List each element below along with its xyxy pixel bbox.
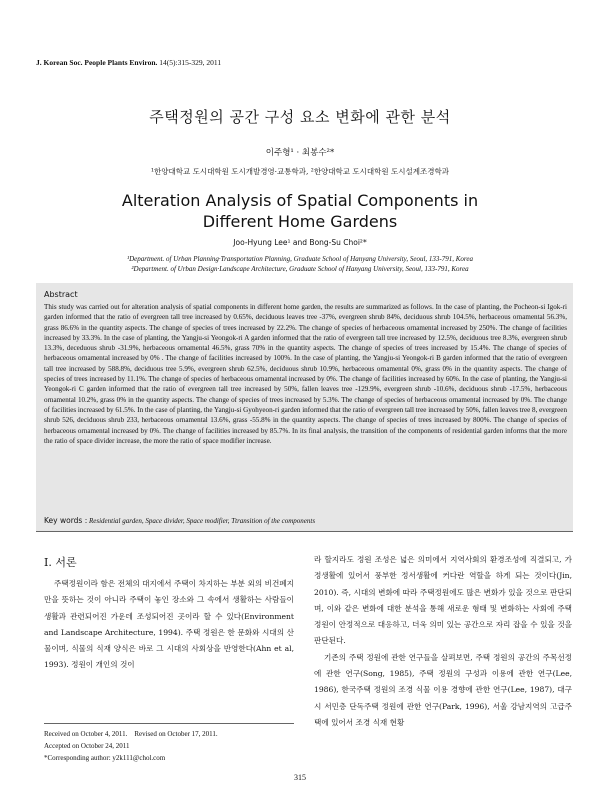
footnote-accepted: Accepted on October 24, 2011 (44, 742, 130, 750)
section-divider (36, 531, 573, 532)
english-affiliation-1: ¹Department. of Urban Planning·Transportation Planning, Graduate School of Hanyang University, Seoul, 133-791, Korea (127, 255, 473, 263)
footnote-received: Received on October 4, 2011. Revised on October 17, 2011. (44, 730, 218, 738)
section-heading: Ⅰ. 서론 (44, 556, 77, 569)
keywords-text: Residential garden, Space divider, Space modifier, Ttransition of the components (89, 517, 316, 525)
abstract-text: This study was carried out for alteration analysis of spatial components in different home garden, the results are summarized as follows. In the case of planting, the Pocheon-si Igok-ri garden informed that the ratio of evergreen tall tree increased by 0.65%, deciduous leaves tree -37%, evergreen shrub 84%, deciduous shrub 104.5%, herbaceous ornamental 56.3%, grass 86.6% in the quantity aspects. The change of species of trees increased by 22.2%. The change of species of herbaceous ornamental increased by 250%. The change of facilities increased by 33.3%. In the case of planting, the Yangju-si Yeongok-ri A garden informed that the ratio of evergreen tall tree increased by 12.5%, deciduous tree 8.3%, evergreen shrub 13.3%, deceduous shrub -31.9%, herbaceous ornamental 46.5%, grass 70% in the quantity aspects. The change of species of trees increased by 15.4%. The change of species of herbaceous ornamental increased by 0% . The change of facilities increased by 100%. In the case of planting, the Yangju-si Yeongok-ri B garden informed that the ratio of evergreen tall tree increased by 588.8%, deciduous tree 5.9%, evergreen shrub 62.5%, deciduous shrub 10.9%, herbaceous ornamental 0%, grass 0% in the quantity aspects. The change of species of trees increased by 11.1%. The change of species of herbaceous ornamental increased by 0%. The change of facilities increased by 60%. In the case of planting, the Yangju-si Yeongok-ri C garden informed that the ratio of evergreen tall tree increased by 50%, fallen leaves tree -129.9%, evergreen shrub -10.6%, deciduous shrub -17.5%, herbaceous ornamental 10.2%, grass 0% in the quantity aspects. The change of species of trees increased by 5.3%. The change of species of herbaceous ornamental increased by 0%. The change of facilities increased by 61.5%. In the case of planting, the Yangju-si Gyohyeon-ri garden informed that the ratio of evergreen tall tree increased by 50%, fallen leaves tree 8, evergreen shrub 526, deciduous shrub 233, herbaceous ornamental 13.6%, grass -55.8% in the quantity aspects. The change of species of trees increased by 800%. The change of species of herbaceous ornamental increased by 0%. The change of facilities increased by 85.7%. In its final analysis, the transition of the components of residential garden informs that the more the ratio of space divider increase, the more the ratio of space modifier increase. (44, 303, 567, 445)
korean-affiliation: ¹한양대학교 도시대학원 도시개발경영·교통학과, ²한양대학교 도시대학원 도시설계조경학과 (150, 167, 449, 176)
journal-issue: 14(5):315-329, 2011 (159, 58, 222, 67)
body-left-column: 주택정원이라 함은 전체의 대지에서 주택이 차지하는 부분 외의 비건폐지 만을 뜻하는 것이 아니라 주택이 놓인 장소와 그 속에서 생활하는 사람들이 생활과 관련되어진 가운데 조성되어진 곳이라 할 수 있다(Environment and Landscape Architecture, 1994). 주택 정원은 한 문화와 시대의 산물이며, 식물의 식재 양식은 바로 그 시대의 사회상을 반영한다(Ahn et al, 1993). 정원이 개인의 것이 (44, 579, 294, 670)
korean-authors: 이주형¹ · 최봉수²* (265, 148, 335, 158)
footnote-corresponding: *Corresponding author: y2k111@chol.com (44, 754, 166, 762)
english-authors: Joo-Hyung Lee¹ and Bong-Su Choi²* (233, 238, 367, 247)
english-title-line2: Different Home Gardens (202, 212, 398, 231)
right-paragraph-2: 기존의 주택 정원에 관한 연구들을 살펴보면, 주택 정원의 공간의 주목선정에 관한 연구(Song, 1985), 주택 정원의 구성과 이용에 관한 연구(Lee, 1986), 한국주택 정원의 조경 식물 이용 경향에 관한 연구(Lee, 1987), 대구시 서민층 단독주택 정원에 관한 연구(Park, 1996), 서울 강남지역의 고급주택에 있어서 조경 식재 현황 (314, 652, 572, 727)
page-number: 315 (294, 773, 306, 782)
body-right-column (314, 552, 572, 731)
english-affiliation (0, 254, 600, 274)
korean-title: 주택정원의 공간 구성 요소 변화에 관한 분석 (149, 108, 451, 126)
footnote-divider (44, 723, 294, 724)
right-paragraph-1: 라 할지라도 정원 조성은 넓은 의미에서 지역사회의 환경조성에 직결되고, 가정생활에 있어서 풍부한 정서생활에 커다란 역할을 하게 되는 것이다(Jin, 2010). 즉, 시대의 변화에 따라 주택정원에도 많은 변화가 있을 것으로 판단되며, 이와 같은 변화에 대한 분석을 통해 새로운 형태 및 변화하는 사회에 주택정원이 안정적으로 대응하고, 더욱 의미 있는 공간으로 자리 잡을 수 있을 것을 판단된다. (314, 555, 572, 646)
english-affiliation-2: ²Department. of Urban Design·Landscape Architecture, Graduate School of Hanyang University, Seoul, 133-791, Korea (131, 265, 469, 273)
keywords (44, 516, 315, 525)
journal-name: J. Korean Soc. People Plants Environ. (36, 58, 158, 67)
english-title-line1: Alteration Analysis of Spatial Components in (121, 191, 479, 210)
journal-citation (36, 58, 221, 67)
abstract-heading: Abstract (44, 290, 78, 299)
footnotes (44, 728, 294, 764)
keywords-label: Key words : (44, 516, 88, 525)
english-title (0, 190, 600, 232)
